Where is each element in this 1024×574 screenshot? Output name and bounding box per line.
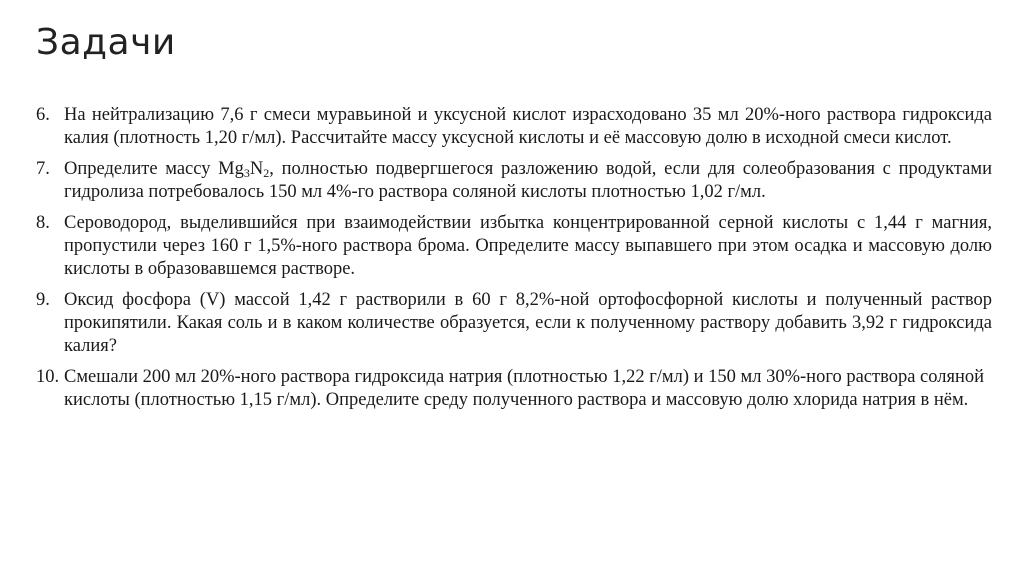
task-number: 10.: [36, 367, 60, 387]
task-list: [36, 104, 992, 420]
task-item-7: [36, 158, 992, 204]
page-title: Задачи: [36, 22, 176, 63]
subscript: 2: [263, 166, 270, 180]
task-text: [64, 158, 992, 204]
task-item-6: [36, 104, 992, 150]
task-text: Оксид фосфора (V) массой 1,42 г растворили в 60 г 8,2%-ной ортофосфорной кислоты и полученный раствор прокипятили. Какая соль и в каком количестве образуется, если к полученному раствору добавить 3,92 г гидроксида калия?: [64, 290, 992, 356]
subscript: 3: [243, 166, 250, 180]
task-number: 9.: [36, 290, 50, 310]
task-text-part: , полностью подвергшегося разложению водой, если для солеобразования с продуктами гидролиза потребовалось 150 мл 4%-го раствора соляной кислоты плотностью 1,02 г/мл.: [64, 159, 992, 202]
task-text-part: N: [249, 159, 264, 179]
task-number: 8.: [36, 213, 50, 233]
task-text-part: Определите массу Mg: [64, 159, 244, 179]
task-text: Смешали 200 мл 20%-ного раствора гидроксида натрия (плотностью 1,22 г/мл) и 150 мл 30%-ного раствора соляной кислоты (плотностью 1,15 г/мл). Определите среду полученного раствора и массовую долю хлорида натрия в нём.: [64, 367, 985, 410]
task-item-8: [36, 212, 992, 281]
task-text: На нейтрализацию 7,6 г смеси муравьиной и уксусной кислот израсходовано 35 мл 20%-ного раствора гидроксида калия (плотность 1,20 г/мл). Рассчитайте массу уксусной кислоты и её массовую долю в исходной смеси кислот.: [64, 105, 992, 148]
task-text: Сероводород, выделившийся при взаимодействии избытка концентрированной серной кислоты с 1,44 г магния, пропустили через 160 г 1,5%-ного раствора брома. Определите массу выпавшего при этом осадка и массовую долю кислоты в образовавшемся растворе.: [64, 213, 992, 279]
task-item-10: [36, 366, 992, 412]
task-number: 7.: [36, 159, 50, 179]
task-number: 6.: [36, 105, 50, 125]
task-item-9: [36, 289, 992, 358]
